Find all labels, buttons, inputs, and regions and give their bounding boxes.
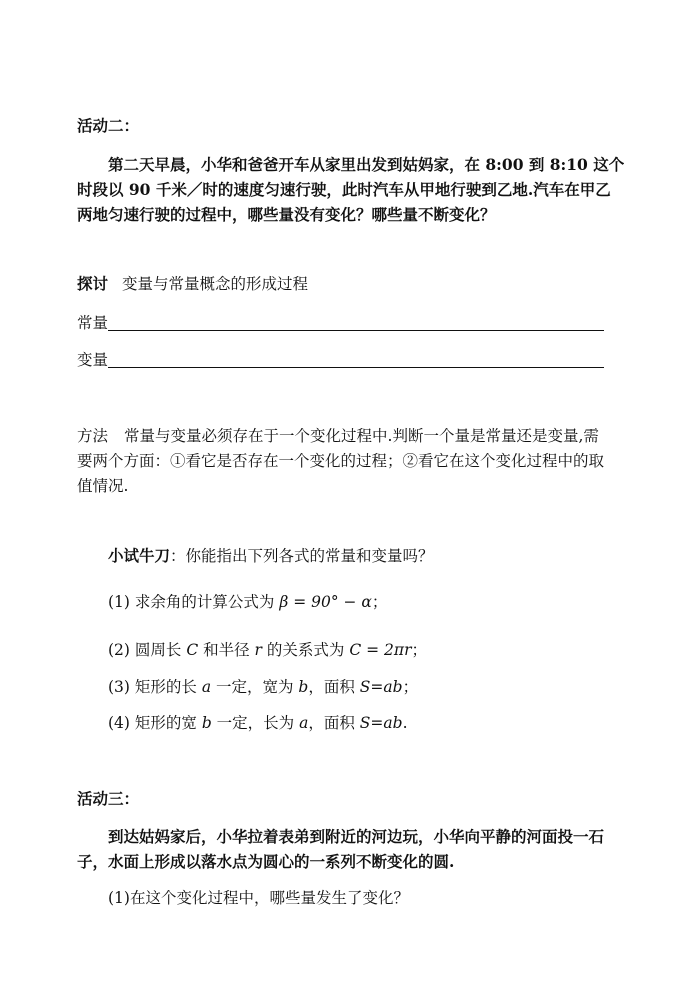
constant-answer-line[interactable] <box>108 330 604 331</box>
formula-circumference: C = 2πr <box>349 641 412 659</box>
method-line1: 方法 常量与变量必须存在于一个变化过程中.判断一个量是常量还是变量,需 <box>77 427 599 445</box>
practice-row <box>108 546 434 566</box>
activity2-paragraph-line1: 第二天早晨，小华和爸爸开车从家里出发到姑妈家，在 8:00 到 8:10 这个 <box>108 155 625 174</box>
variable-label: 变量 <box>77 351 109 369</box>
practice-question: ：你能指出下列各式的常量和变量吗？ <box>170 547 434 565</box>
practice-item-2: (2) 圆周长 C 和半径 r 的关系式为 C = 2πr； <box>108 641 428 659</box>
practice-label: 小试牛刀 <box>108 546 171 565</box>
explore-title: 变量与常量概念的形成过程 <box>122 275 309 293</box>
constant-label: 常量 <box>77 314 109 332</box>
method-label: 方法 <box>77 427 109 445</box>
activity3-heading: 活动三： <box>77 789 140 808</box>
activity2-paragraph-line3: 两地匀速行驶的过程中，哪些量没有变化？哪些量不断变化？ <box>77 205 496 224</box>
variable-answer-line[interactable] <box>108 367 604 368</box>
practice-item-4: (4) 矩形的宽 b 一定，长为 a，面积 S=ab. <box>108 714 408 732</box>
method-line3: 值情况. <box>77 477 129 495</box>
activity3-question-1: (1)在这个变化过程中，哪些量发生了变化？ <box>108 889 409 907</box>
explore-label: 探讨 <box>77 274 109 293</box>
activity2-heading: 活动二： <box>77 116 140 135</box>
practice-item-1: (1) 求余角的计算公式为 β = 90° − α； <box>108 593 388 611</box>
explore-row <box>77 274 308 294</box>
method-line2: 要两个方面：①看它是否存在一个变化的过程；②看它在这个变化过程中的取 <box>77 452 605 470</box>
practice-item-3: (3) 矩形的长 a 一定，宽为 b，面积 S=ab； <box>108 678 419 696</box>
activity3-paragraph-line1: 到达姑妈家后，小华拉着表弟到附近的河边玩，小华向平静的河面投一石 <box>108 827 605 846</box>
formula-complement-angle: β = 90° − α <box>279 593 372 611</box>
activity3-paragraph-line2: 子，水面上形成以落水点为圆心的一系列不断变化的圆. <box>77 852 455 871</box>
formula-area-2: S=ab <box>359 714 403 732</box>
activity2-paragraph-line2: 时段以 90 千米／时的速度匀速行驶，此时汽车从甲地行驶到乙地.汽车在甲乙 <box>77 180 611 199</box>
formula-area-1: S=ab <box>359 678 403 696</box>
